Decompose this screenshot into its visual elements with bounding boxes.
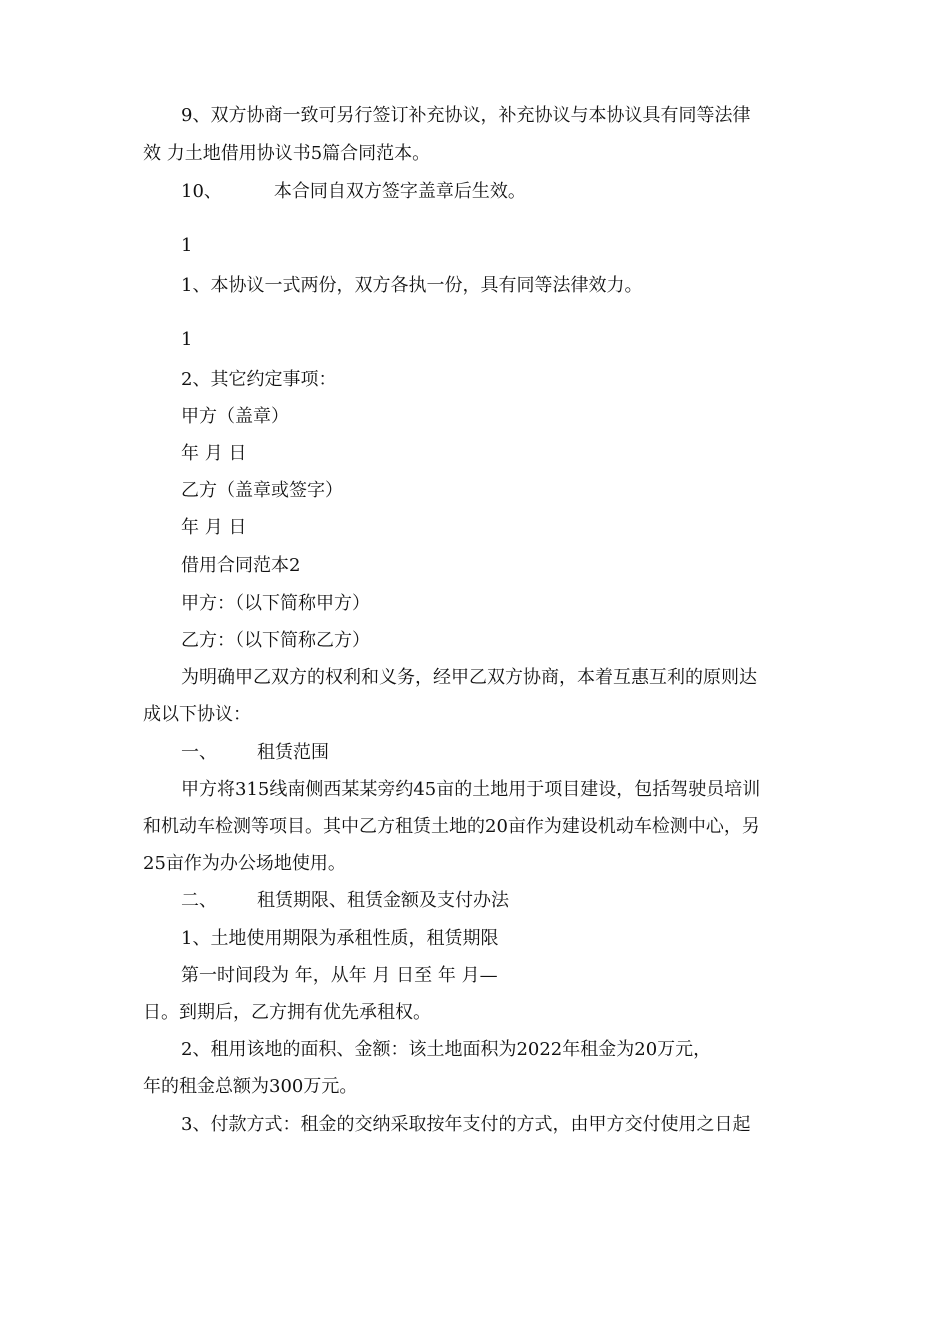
intro-line-1: 为明确甲乙双方的权利和义务，经甲乙双方协商，本着互惠互利的原则达 [181, 667, 757, 688]
section-1-line-2: 和机动车检测等项目。其中乙方租赁土地的20亩作为建设机动车检测中心，另 [143, 816, 760, 837]
section-1-line-3: 25亩作为办公场地使用。 [143, 853, 346, 874]
section-2-number: 二、 [181, 890, 217, 911]
item-1-line-1: 1、土地使用期限为承租性质，租赁期限 [181, 928, 499, 949]
section-1-heading [181, 741, 329, 765]
para-9-line-2: 效 力土地借用协议书5篇合同范本。 [143, 143, 431, 164]
section-2-heading [181, 889, 509, 913]
para-10-number: 10、 [181, 181, 222, 202]
para-2-other-terms: 2、其它约定事项： [181, 369, 337, 390]
party-b-line: 乙方：（以下简称乙方） [181, 630, 370, 651]
date-line-b: 年 月 日 [181, 517, 247, 538]
item-1-line-2: 第一时间段为 年，从年 月 日至 年 月— [181, 965, 498, 986]
para-10 [181, 180, 526, 204]
para-1-copies: 1、本协议一式两份，双方各执一份，具有同等法律效力。 [181, 275, 643, 296]
para-9-line-1: 9、双方协商一致可另行签订补充协议，补充协议与本协议具有同等法律 [181, 105, 751, 126]
section-1-line-1: 甲方将315线南侧西某某旁约45亩的土地用于项目建设，包括驾驶员培训 [181, 779, 761, 800]
sample-title: 借用合同范本2 [181, 555, 301, 576]
intro-line-2: 成以下协议： [143, 704, 251, 725]
page-number-b: 1 [181, 329, 193, 350]
party-a-line: 甲方：（以下简称甲方） [181, 593, 370, 614]
party-b-seal: 乙方（盖章或签字） [181, 480, 343, 501]
party-a-seal: 甲方（盖章） [181, 406, 289, 427]
item-1-line-3: 日。到期后，乙方拥有优先承租权。 [143, 1002, 431, 1023]
section-2-title: 租赁期限、租赁金额及支付办法 [257, 890, 509, 911]
section-1-title: 租赁范围 [257, 742, 329, 763]
section-1-number: 一、 [181, 742, 217, 763]
para-10-text: 本合同自双方签字盖章后生效。 [273, 181, 526, 202]
item-3-line-1: 3、付款方式：租金的交纳采取按年支付的方式，由甲方交付使用之日起 [181, 1114, 751, 1135]
date-line-a: 年 月 日 [181, 443, 247, 464]
item-2-line-1: 2、租用该地的面积、金额：该土地面积为2022年租金为20万元， [181, 1039, 712, 1060]
item-2-line-2: 年的租金总额为300万元。 [143, 1076, 358, 1097]
page-number-a: 1 [181, 235, 193, 256]
